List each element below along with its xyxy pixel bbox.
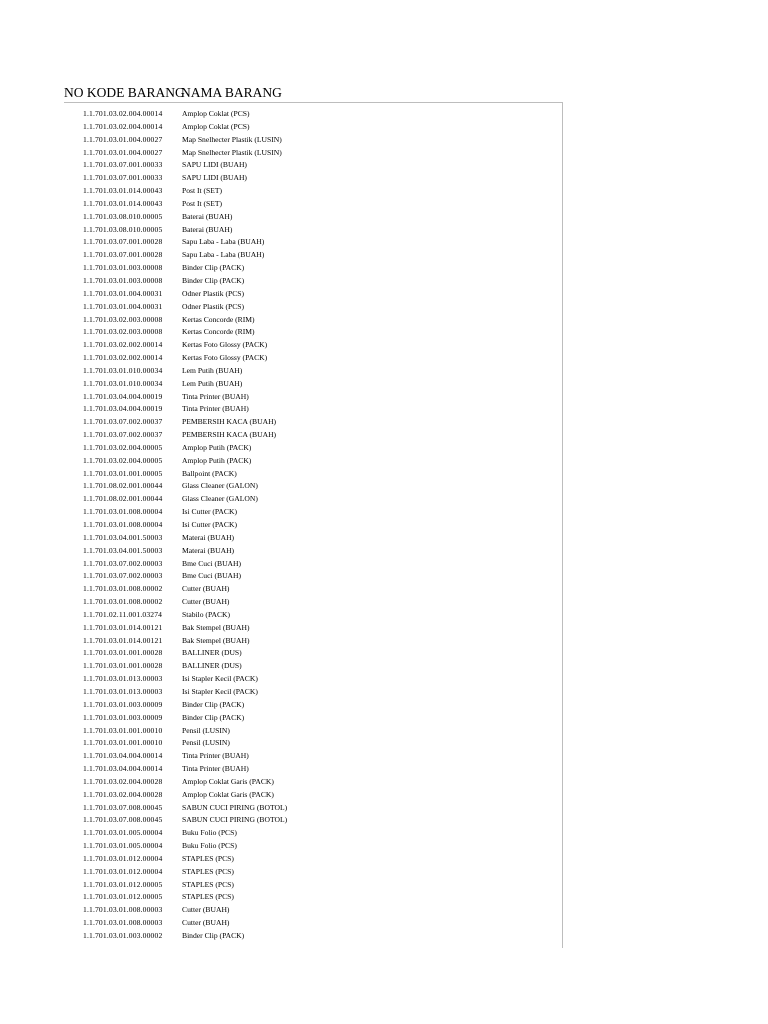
item-name: Bak Stempel (BUAH) (182, 622, 250, 632)
table-row (64, 596, 562, 609)
item-name: BALLINER (DUS) (182, 648, 242, 658)
item-name: Buku Folio (PCS) (182, 841, 237, 851)
table-row (64, 660, 562, 673)
item-code: 1.1.701.03.01.008.00003 (83, 905, 163, 915)
table-row (64, 814, 562, 827)
item-code: 1.1.701.03.02.003.00008 (83, 327, 163, 337)
item-name: Baterai (BUAH) (182, 211, 233, 221)
table-row (64, 802, 562, 815)
item-name: Sapu Laba - Laba (BUAH) (182, 250, 265, 260)
item-name: STAPLES (PCS) (182, 866, 234, 876)
item-code: 1.1.701.03.01.012.00005 (83, 879, 163, 889)
item-name: SAPU LIDI (BUAH) (182, 160, 247, 170)
item-name: Lem Putih (BUAH) (182, 378, 243, 388)
item-name: SABUN CUCI PIRING (BOTOL) (182, 802, 288, 812)
item-name: Amplop Coklat Garis (PACK) (182, 789, 274, 799)
table-row (64, 776, 562, 789)
item-code: 1.1.701.03.07.008.00045 (83, 802, 163, 812)
item-code: 1.1.701.03.01.005.00004 (83, 828, 163, 838)
item-name: Lem Putih (BUAH) (182, 365, 243, 375)
item-name: Bme Cuci (BUAH) (182, 558, 242, 568)
item-name: Pensil (LUSIN) (182, 725, 230, 735)
item-code: 1.1.701.03.01.001.00005 (83, 468, 163, 478)
item-code: 1.1.701.03.01.003.00009 (83, 712, 163, 722)
item-name: SAPU LIDI (BUAH) (182, 173, 247, 183)
item-code: 1.1.701.03.01.010.00034 (83, 378, 163, 388)
table-row (64, 352, 562, 365)
table-row (64, 930, 562, 943)
item-name: Tinta Printer (BUAH) (182, 764, 249, 774)
item-name: Baterai (BUAH) (182, 224, 233, 234)
table-row (64, 185, 562, 198)
table-row (64, 314, 562, 327)
table-row (64, 647, 562, 660)
item-code: 1.1.701.03.08.010.00005 (83, 211, 163, 221)
item-name: PEMBERSIH KACA (BUAH) (182, 417, 277, 427)
item-code: 1.1.701.03.01.008.00004 (83, 520, 163, 529)
table-row (64, 712, 562, 725)
header-nama-barang: NAMA BARANG (181, 85, 282, 100)
table-row (64, 673, 562, 686)
item-name: Tinta Printer (BUAH) (182, 404, 249, 414)
table-row (64, 519, 562, 532)
item-name: Map Snelhecter Plastik (LUSIN) (182, 147, 282, 157)
table-row (64, 236, 562, 249)
item-code: 1.1.701.03.07.001.00028 (83, 250, 163, 260)
item-code: 1.1.701.08.02.001.00044 (83, 494, 163, 504)
item-name: Tinta Printer (BUAH) (182, 391, 249, 401)
item-name: Binder Clip (PACK) (182, 263, 245, 273)
item-name: Bak Stempel (BUAH) (182, 635, 250, 645)
item-name: Glass Cleaner (GALON) (182, 481, 258, 491)
item-code: 1.1.701.03.02.002.00014 (83, 353, 163, 363)
table-row (64, 455, 562, 468)
item-name: STAPLES (PCS) (182, 892, 234, 902)
table-row (64, 480, 562, 493)
item-code: 1.1.701.03.01.008.00002 (83, 584, 163, 594)
item-code: 1.1.701.03.04.004.00019 (83, 391, 163, 401)
table-row (64, 301, 562, 314)
item-code: 1.1.701.03.01.012.00004 (83, 853, 163, 863)
item-code: 1.1.701.03.07.002.00003 (83, 571, 163, 581)
item-name: Materai (BUAH) (182, 532, 235, 542)
item-name: Buku Folio (PCS) (182, 828, 237, 838)
table-row (64, 391, 562, 404)
table-row (64, 622, 562, 635)
item-code: 1.1.701.03.07.001.00033 (83, 173, 163, 183)
item-name: Cutter (BUAH) (182, 584, 230, 594)
table-row (64, 493, 562, 506)
table-row (64, 429, 562, 442)
item-name: Binder Clip (PACK) (182, 712, 245, 722)
table-row (64, 789, 562, 802)
item-name: Isi Stapler Kecil (PACK) (182, 674, 258, 684)
item-code: 1.1.701.03.01.014.00121 (83, 622, 163, 632)
table-row (64, 198, 562, 211)
item-code: 1.1.701.03.07.001.00033 (83, 160, 163, 170)
item-code: 1.1.701.03.01.012.00004 (83, 866, 163, 876)
table-row (64, 211, 562, 224)
table-row (64, 134, 562, 147)
table-row (64, 853, 562, 866)
item-code: 1.1.701.03.08.010.00005 (83, 224, 163, 234)
item-code: 1.1.701.03.01.014.00043 (83, 186, 163, 196)
item-code: 1.1.701.03.01.003.00008 (83, 275, 163, 285)
table-row (64, 891, 562, 904)
item-code: 1.1.701.03.02.004.00028 (83, 776, 163, 786)
table-row (64, 224, 562, 237)
item-code: 1.1.701.03.02.004.00014 (83, 109, 163, 118)
item-code: 1.1.701.03.01.014.00121 (83, 635, 163, 645)
item-name: BALLINER (DUS) (182, 661, 242, 671)
table-row (64, 879, 562, 892)
table-row (64, 686, 562, 699)
item-code: 1.1.701.03.07.002.00003 (83, 558, 163, 568)
header-no-kode-barang: NO KODE BARANG (64, 85, 185, 100)
item-name: Post It (SET) (182, 186, 223, 196)
table-row (64, 326, 562, 339)
item-name: Amplop Putih (PACK) (182, 442, 252, 452)
table-row (64, 172, 562, 185)
item-code: 1.1.701.03.01.010.00034 (83, 365, 163, 375)
item-code: 1.1.701.03.02.004.00014 (83, 121, 163, 131)
table-row (64, 506, 562, 519)
item-code: 1.1.701.03.01.001.00010 (83, 738, 163, 748)
table-row (64, 827, 562, 840)
item-code: 1.1.701.03.02.003.00008 (83, 314, 163, 324)
item-name: Sapu Laba - Laba (BUAH) (182, 237, 265, 247)
item-name: PEMBERSIH KACA (BUAH) (182, 430, 277, 440)
table-row (64, 635, 562, 648)
item-name: Glass Cleaner (GALON) (182, 494, 258, 504)
table-row (64, 558, 562, 571)
item-code: 1.1.701.03.01.014.00043 (83, 198, 163, 208)
item-code: 1.1.701.03.01.003.00009 (83, 699, 163, 709)
table-row (64, 545, 562, 558)
item-code: 1.1.701.03.01.013.00003 (83, 674, 163, 684)
item-name: Ballpoint (PACK) (182, 468, 237, 478)
item-name: Odner Plastik (PCS) (182, 288, 245, 298)
item-name: Kertas Foto Glossy (PACK) (182, 353, 268, 363)
table-headers (64, 85, 564, 103)
table-row (64, 763, 562, 776)
item-code: 1.1.701.03.01.008.00004 (83, 507, 163, 517)
item-code: 1.1.701.03.02.004.00005 (83, 455, 163, 465)
item-name: Cutter (BUAH) (182, 905, 230, 915)
table-row (64, 147, 562, 160)
table-row (64, 249, 562, 262)
item-name: Materai (BUAH) (182, 545, 235, 555)
item-code: 1.1.701.03.04.001.50003 (83, 532, 163, 542)
table-row (64, 583, 562, 596)
item-code: 1.1.701.03.01.013.00003 (83, 686, 163, 696)
item-code: 1.1.701.03.01.012.00005 (83, 892, 163, 902)
item-name: Pensil (LUSIN) (182, 738, 230, 748)
item-code: 1.1.701.03.07.002.00037 (83, 430, 163, 440)
item-code: 1.1.701.03.01.008.00002 (83, 597, 163, 607)
table-row (64, 275, 562, 288)
item-code: 1.1.701.03.01.003.00008 (83, 263, 163, 273)
item-code: 1.1.701.03.01.004.00027 (83, 134, 163, 144)
item-name: Map Snelhecter Plastik (LUSIN) (182, 134, 282, 144)
table-row (64, 737, 562, 750)
item-name: Isi Cutter (PACK) (182, 520, 237, 529)
item-name: Isi Stapler Kecil (PACK) (182, 686, 258, 696)
table-row (64, 442, 562, 455)
item-name: Cutter (BUAH) (182, 918, 230, 928)
item-code: 1.1.701.08.02.001.00044 (83, 481, 163, 491)
item-code: 1.1.701.03.01.004.00031 (83, 301, 163, 311)
item-name: Amplop Putih (PACK) (182, 455, 252, 465)
item-name: STAPLES (PCS) (182, 879, 234, 889)
table-row (64, 750, 562, 763)
table-row (64, 570, 562, 583)
item-name: Amplop Coklat (PCS) (182, 121, 250, 131)
item-name: Odner Plastik (PCS) (182, 301, 245, 311)
item-code: 1.1.701.03.07.002.00037 (83, 417, 163, 427)
item-name: Bme Cuci (BUAH) (182, 571, 242, 581)
item-name: Kertas Foto Glossy (PACK) (182, 340, 268, 350)
item-name: Cutter (BUAH) (182, 597, 230, 607)
item-code: 1.1.701.03.01.001.00028 (83, 661, 163, 671)
item-code: 1.1.701.03.01.005.00004 (83, 841, 163, 851)
table-row (64, 403, 562, 416)
table-row (64, 866, 562, 879)
item-name: Isi Cutter (PACK) (182, 507, 237, 517)
item-name: Binder Clip (PACK) (182, 699, 245, 709)
item-code: 1.1.701.03.02.002.00014 (83, 340, 163, 350)
table-row (64, 378, 562, 391)
table-row (64, 532, 562, 545)
item-code: 1.1.701.03.04.004.00014 (83, 764, 163, 774)
item-code: 1.1.701.02.11.001.03274 (83, 609, 163, 619)
table-row (64, 365, 562, 378)
item-code: 1.1.701.03.07.001.00028 (83, 237, 163, 247)
table-row (64, 121, 562, 134)
item-name: Stabilo (PACK) (182, 609, 231, 619)
table-row (64, 288, 562, 301)
table-row (64, 159, 562, 172)
table-row (64, 917, 562, 930)
item-table-body (64, 108, 562, 943)
item-code: 1.1.701.03.07.008.00045 (83, 815, 163, 825)
item-code: 1.1.701.03.04.004.00019 (83, 404, 163, 414)
item-code: 1.1.701.03.02.004.00028 (83, 789, 163, 799)
table-row (64, 609, 562, 622)
item-code: 1.1.701.03.01.008.00003 (83, 918, 163, 928)
item-table (64, 102, 563, 948)
item-code: 1.1.701.03.01.001.00028 (83, 648, 163, 658)
table-row (64, 699, 562, 712)
item-name: SABUN CUCI PIRING (BOTOL) (182, 815, 288, 825)
item-name: Binder Clip (PACK) (182, 275, 245, 285)
item-code: 1.1.701.03.01.001.00010 (83, 725, 163, 735)
item-code: 1.1.701.03.01.004.00031 (83, 288, 163, 298)
table-row (64, 468, 562, 481)
item-name: Binder Clip (PACK) (182, 931, 245, 940)
item-code: 1.1.701.03.01.003.00002 (83, 931, 163, 940)
item-name: Tinta Printer (BUAH) (182, 751, 249, 761)
item-name: Amplop Coklat Garis (PACK) (182, 776, 274, 786)
table-row (64, 904, 562, 917)
item-name: Amplop Coklat (PCS) (182, 109, 250, 118)
item-code: 1.1.701.03.01.004.00027 (83, 147, 163, 157)
item-code: 1.1.701.03.04.001.50003 (83, 545, 163, 555)
table-row (64, 108, 562, 121)
item-code: 1.1.701.03.02.004.00005 (83, 442, 163, 452)
table-row (64, 262, 562, 275)
table-row (64, 725, 562, 738)
table-row (64, 840, 562, 853)
table-row (64, 416, 562, 429)
item-name: STAPLES (PCS) (182, 853, 234, 863)
item-code: 1.1.701.03.04.004.00014 (83, 751, 163, 761)
item-name: Post It (SET) (182, 198, 223, 208)
item-name: Kertas Concorde (RIM) (182, 327, 255, 337)
table-row (64, 339, 562, 352)
item-name: Kertas Concorde (RIM) (182, 314, 255, 324)
